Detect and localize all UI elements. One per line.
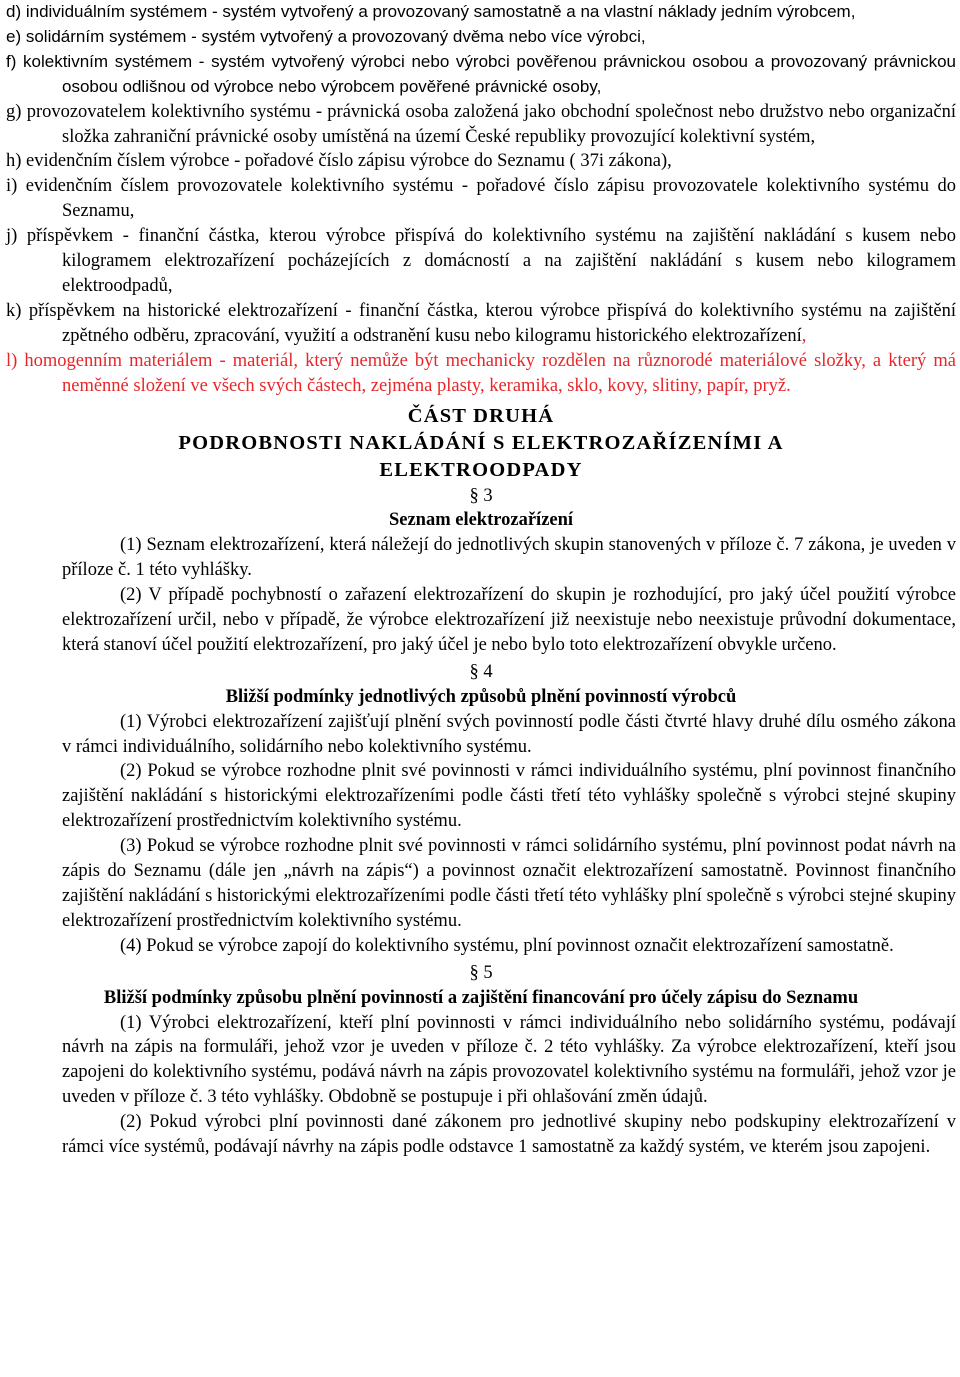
section-sign-icon: §	[469, 962, 484, 983]
definition-g: g) provozovatelem kolektivního systému - právnická osoba založená jako obchodní společnost nebo družstvo nebo organizační složka zahraniční právnické osoby umístěná na území České republiky provozující kolektivní systém,	[6, 101, 956, 147]
section-paragraph: (2) Pokud se výrobce rozhodne plnit své povinnosti v rámci individuálního systému, plní povinnost finančního zajištění nakládání s historickými elektrozařízeními podle části třetí této vyhlášky společně s výrobci stejné skupiny elektrozařízení prostřednictvím kolektivního systému.	[62, 761, 956, 832]
section-paragraph: (2) Pokud výrobci plní povinnosti dané zákonem pro jednotlivé skupiny nebo podskupiny elektrozařízení v rámci více systémů, podávají návrhy na zápis podle odstavce 1 samostatně za každý systém, ve kterém jsou zapojeni.	[62, 1112, 956, 1158]
section-3	[6, 484, 956, 658]
section-paragraph: (1) Výrobci elektrozařízení, kteří plní povinnosti v rámci individuálního nebo solidárního systému, podávají návrh na zápis na formuláři, jehož vzor je uveden v příloze č. 2 této vyhlášky. Za výrobce elektrozařízení, kteří jsou zapojeni do kolektivního systému, podává návrh na zápis provozovatel kolektivního systému na formuláři, jehož vzor je uveden v příloze č. 3 této vyhlášky. Obdobně se postupuje i při ohlašování změn údajů.	[62, 1012, 956, 1108]
definition-f: f) kolektivním systémem - systém vytvořený výrobci nebo výrobci pověřenou právnickou osobou a provozovaný právnickou osobou odlišnou od výrobce nebo výrobcem pověřené právnické osoby,	[6, 51, 956, 96]
section-title: Bližší podmínky způsobu plnění povinností a zajištění financování pro účely zápisu do Seznamu	[103, 987, 859, 1008]
section-paragraph: (1) Výrobci elektrozařízení zajišťují plnění svých povinností podle části čtvrté hlavy druhé dílu osmého zákona v rámci individuálního, solidárního nebo kolektivního systému.	[62, 711, 956, 757]
definition-k	[6, 299, 956, 349]
section-number: § 3	[469, 485, 493, 506]
section-number: § 5	[469, 962, 493, 983]
section-title: Bližší podmínky jednotlivých způsobů plnění povinností výrobců	[225, 686, 737, 707]
section-title: Seznam elektrozařízení	[388, 510, 574, 531]
section-paragraph: (4) Pokud se výrobce zapojí do kolektivního systému, plní povinnost označit elektrozařízení samostatně.	[120, 935, 894, 956]
section-paragraph: (3) Pokud se výrobce rozhodne plnit své povinnosti v rámci solidárního systému, plní povinnost podat návrh na zápis do Seznamu (dále jen „návrh na zápis“) a povinnost označit elektrozařízení samostatně. Povinnost finančního zajištění nakládání s historickými elektrozařízeními podle části třetí této vyhlášky plní společně s výrobci stejné skupiny elektrozařízení prostřednictvím kolektivního systému.	[62, 836, 956, 931]
definition-k-text: k) příspěvkem na historické elektrozařízení - finanční částka, kterou výrobce přispívá do kolektivního systému na zajištění zpětného odběru, zpracování, využití a odstranění kusu nebo kilogramu historického elektrozařízení	[6, 300, 956, 346]
section-5	[6, 961, 956, 1160]
section-paragraph: (2) V případě pochybností o zařazení elektrozařízení do skupin je rozhodující, pro jaký účel použití výrobce elektrozařízení určil, nebo v případě, že výrobce elektrozařízení již neexistuje nebo neexistuje průvodní dokumentace, která stanoví účel použití elektrozařízení, pro jaký účel je nebo bylo toto elektrozařízení obvykle určeno.	[62, 585, 956, 655]
definitions-list	[6, 0, 956, 399]
section-sign-icon: §	[469, 661, 484, 682]
definition-d: d) individuálním systémem - systém vytvořený a provozovaný samostatně a na vlastní náklady jedním výrobcem,	[6, 2, 856, 21]
part-title: PODROBNOSTI NAKLÁDÁNÍ S ELEKTROZAŘÍZENÍMI A ELEKTROODPADY	[178, 431, 784, 481]
definition-j: j) příspěvkem - finanční částka, kterou výrobce přispívá do kolektivního systému na zajištění nakládání s kusem nebo kilogramem elektrozařízení pocházejících z domácností a na zajištění nakládání s kusem nebo kilogramem elektroodpadů,	[6, 226, 956, 296]
definition-e: e) solidárním systémem - systém vytvořený a provozovaný dvěma nebo více výrobci,	[6, 26, 646, 46]
definition-i: i) evidenčním číslem provozovatele kolektivního systému - pořadové číslo zápisu provozovatele kolektivního systému do Seznamu,	[6, 176, 956, 222]
part-number: ČÁST DRUHÁ	[407, 404, 555, 427]
definition-h: h) evidenčním číslem výrobce - pořadové číslo zápisu výrobce do Seznamu ( 37i zákona),	[6, 151, 672, 172]
section-4	[6, 660, 956, 959]
section-number: § 4	[469, 661, 493, 682]
section-sign-icon: §	[469, 485, 484, 506]
section-paragraph: (1) Seznam elektrozařízení, která náležejí do jednotlivých skupin stanovených v příloze č. 7 zákona, je uveden v příloze č. 1 této vyhlášky.	[62, 535, 956, 581]
definition-l: l) homogenním materiálem - materiál, který nemůže být mechanicky rozdělen na různorodé materiálové složky, a který má neměnné složení ve všech svých částech, zejména plasty, keramika, sklo, kovy, slitiny, papír, pryž.	[6, 350, 956, 396]
part-heading	[6, 403, 956, 484]
definition-k-suffix: ,	[801, 325, 807, 346]
